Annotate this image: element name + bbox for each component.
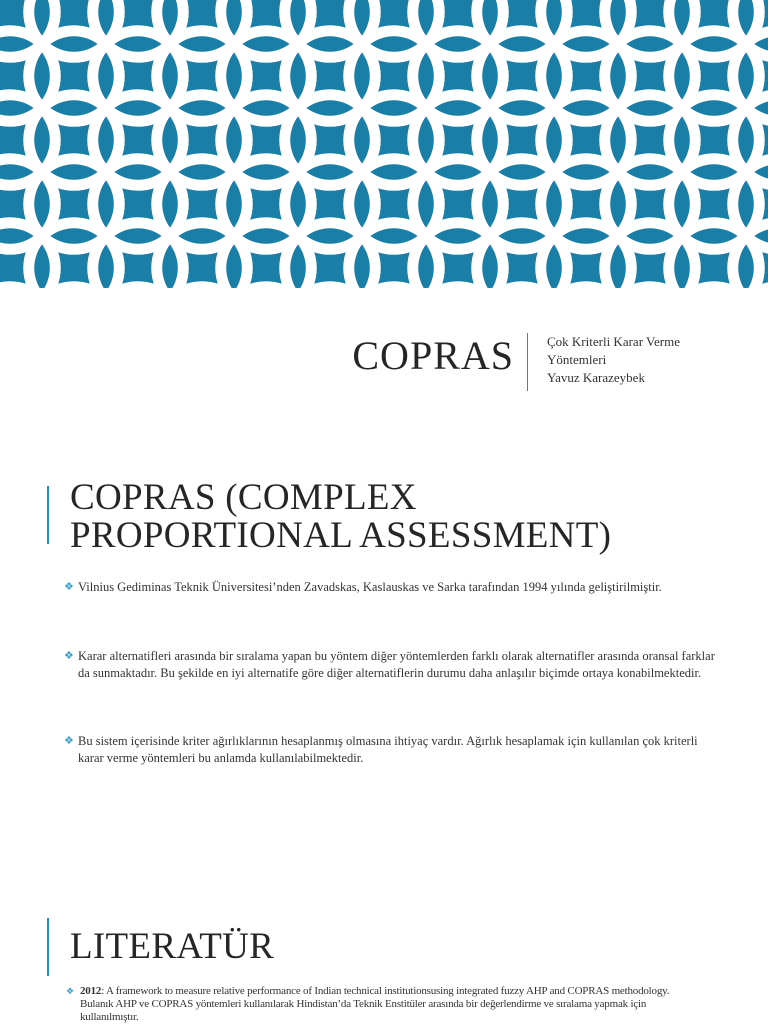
literature-year: 2012 [80,985,102,997]
subtitle-line-3: Yavuz Karazeybek [547,370,645,385]
subtitle-line-2: Yöntemleri [547,352,607,367]
slide2-heading-line-2: PROPORTIONAL ASSESSMENT) [70,515,612,556]
slide3-accent-bar [47,918,49,976]
slide2-heading [70,479,611,555]
subtitle-block [547,333,757,387]
circle-pattern-icon [0,0,768,288]
diamond-bullet-icon: ❖ [64,581,74,593]
diamond-bullet-icon: ❖ [64,650,74,662]
slide2-heading-line-1: COPRAS (COMPLEX [70,477,417,518]
slide2-bullet-1: ❖ Vilnius Gediminas Teknik Üniversitesi’nden Zavadskas, Kaslauskas ve Sarka tarafından 1994 yılında geliştirilmiştir. [64,580,662,594]
slide2-bullet-2: ❖ Karar alternatifleri arasında bir sıralama yapan bu yöntem diğer yöntemlerden farklı olarak alternatifler arasında oransal farklar da sunmaktadır. Bu şekilde en iyi alternatife göre diğer alternatiflerin durumu daha anlaşılır biçimde ortaya konabilmektedir. [64,649,715,680]
diamond-bullet-icon: ❖ [64,735,74,747]
title-divider [527,333,528,391]
slide2-accent-bar [47,486,49,544]
slide2-bullet-3: ❖ Bu sistem içerisinde kriter ağırlıklarının hesaplanmış olmasına ihtiyaç vardır. Ağırlık hesaplamak için kullanılan çok kriterli karar verme yöntemleri bu anlamda kullanılabilmektedir. [64,734,698,765]
slide3-bullet-1 [66,985,674,1024]
diamond-bullet-icon: ❖ [66,986,74,996]
subtitle-line-1: Çok Kriterli Karar Verme [547,334,680,349]
decorative-banner [0,0,768,288]
literature-text: : A framework to measure relative performance of Indian technical institutionsusing integrated fuzzy AHP and COPRAS methodology. Bulanık AHP ve COPRAS yöntemleri kullanılarak Hindistan’da Teknik Enstitüler arasında bir değerlendirme ve sıralama yapmak için kullanılmıştır. [80,985,670,1023]
slide3-heading: LITERATÜR [70,926,275,967]
title-slide-title: COPRAS [352,333,514,378]
